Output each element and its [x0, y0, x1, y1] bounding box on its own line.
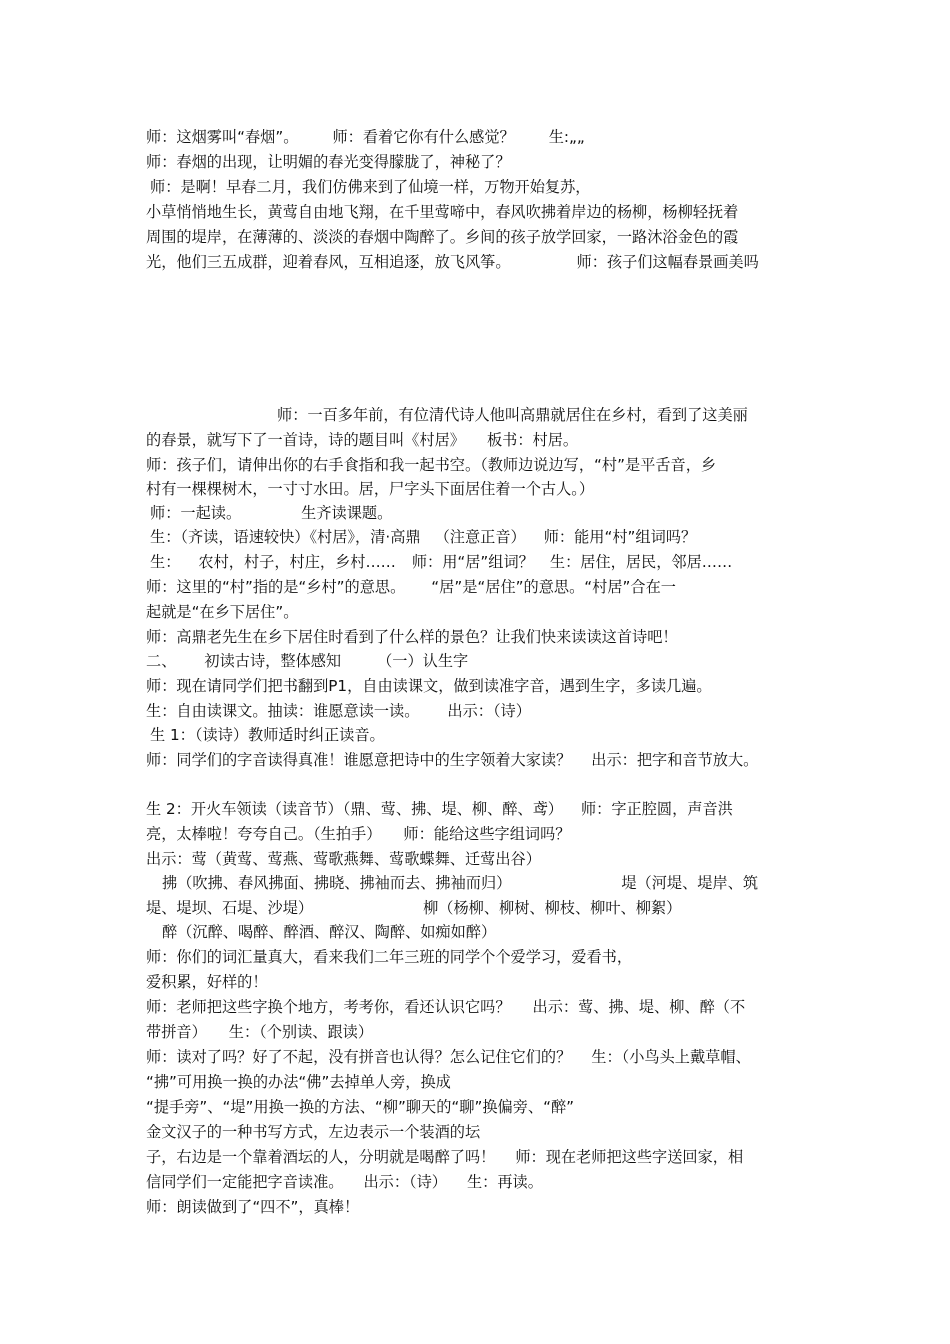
text-line — [150, 525, 850, 549]
text-segment: 师：你们的词汇量真大，看来我们二年三班的同学个个爱学习，爱看书， — [146, 948, 632, 966]
text-segment: 生:„„ — [548, 128, 585, 146]
text-segment: 信同学们一定能把字音读准。 — [146, 1173, 344, 1191]
text-segment: 柳（杨柳、柳树、柳枝、柳叶、柳絮） — [423, 899, 682, 917]
text-segment: 师：孩子们这幅春景画美吗 — [576, 253, 759, 271]
text-segment: 师：现在老师把这些字送回家，相 — [515, 1148, 744, 1166]
text-segment: 光，他们三五成群，迎着春风，互相追逐，放飞风筝。 — [146, 253, 511, 271]
text-line — [146, 1045, 910, 1069]
text-segment: 师：高鼎老先生在乡下居住时看到了什么样的景色？让我们快来读读这首诗吧！ — [146, 628, 678, 646]
text-line — [146, 1145, 850, 1169]
text-segment: 子，右边是一个靠着酒坛的人，分明就是喝醉了吗！ — [146, 1148, 496, 1166]
text-segment: 生：（齐读，语速较快）《村居》，清·高鼎 — [150, 528, 421, 546]
text-line — [150, 175, 850, 199]
text-line — [146, 995, 850, 1019]
text-segment: 起就是“在乡下居住”。 — [146, 603, 299, 621]
text-segment: 师：现在请同学们把书翻到P1，自由读课文，做到读准字音，遇到生字，多读几遍。 — [146, 677, 712, 695]
text-segment: 师：读对了吗？好了不起，没有拼音也认得？怎么记住它们的？ — [146, 1048, 572, 1066]
text-segment: 醉（沉醉、喝醉、醉酒、醉汉、陶醉、如痴如醉） — [162, 923, 497, 941]
text-line — [150, 550, 850, 574]
text-segment: “提手旁”、“堤”用换一换的方法、“柳”聊天的“聊”换偏旁、“醉” — [146, 1098, 574, 1116]
text-line — [146, 428, 850, 452]
text-segment: 村有一棵棵树木，一寸寸水田。居，尸字头下面居住着一个古人。） — [146, 480, 595, 498]
text-line — [162, 871, 850, 895]
text-line — [146, 748, 910, 772]
text-segment: 爱积累，好样的！ — [146, 973, 268, 991]
text-line — [146, 477, 850, 501]
text-segment: 二、 — [146, 652, 177, 670]
text-segment: 师：朗读做到了“四不”，真棒！ — [146, 1198, 360, 1216]
text-line — [146, 674, 850, 698]
text-segment: 生： — [150, 553, 181, 571]
text-line — [146, 797, 850, 821]
text-line — [146, 1020, 850, 1044]
text-segment: 师：这里的“村”指的是“乡村”的意思。 — [146, 578, 406, 596]
text-line — [146, 453, 850, 477]
text-line — [146, 225, 850, 249]
text-line — [146, 847, 850, 871]
text-line — [146, 250, 850, 274]
text-segment: 生 2：开火车领读（读音节）（鼎、莺、拂、堤、柳、醉、鸢） — [146, 800, 563, 818]
text-line — [146, 649, 850, 673]
text-segment: 金文汉子的一种书写方式，左边表示一个装酒的坛 — [146, 1123, 481, 1141]
text-segment: 出示：莺、拂、堤、柳、醉（不 — [532, 998, 746, 1016]
text-segment: 出示：（诗） — [363, 1173, 447, 1191]
text-segment: 生：再读。 — [466, 1173, 543, 1191]
text-segment: （注意正音） — [434, 528, 526, 546]
text-line — [146, 125, 850, 149]
text-line — [146, 200, 850, 224]
text-segment: 带拼音） — [146, 1023, 207, 1041]
text-segment: 出示：把字和音节放大。 — [591, 751, 759, 769]
text-segment: 师：一起读。 — [150, 504, 242, 522]
text-segment: 师：老师把这些字换个地方，考考你，看还认识它吗？ — [146, 998, 511, 1016]
text-line — [277, 403, 850, 427]
text-segment: 师：用“居”组词？ — [411, 553, 534, 571]
text-line — [146, 945, 850, 969]
text-line — [150, 501, 850, 525]
text-line — [146, 896, 850, 920]
text-segment: 农村，村子，村庄，乡村…… — [198, 553, 396, 571]
text-line — [146, 150, 850, 174]
text-segment: 小草悄悄地生长，黄莺自由地飞翔，在千里莺啼中，春风吹拂着岸边的杨柳，杨柳轻抚着 — [146, 203, 739, 221]
text-segment: 堤、堤坝、石堤、沙堤） — [146, 899, 314, 917]
text-line — [146, 699, 850, 723]
text-segment: 师：是啊！早春二月，我们仿佛来到了仙境一样，万物开始复苏， — [150, 178, 591, 196]
text-segment: 初读古诗，整体感知 — [204, 652, 342, 670]
text-segment: 师：能给这些字组词吗？ — [403, 825, 571, 843]
text-segment: 板书：村居。 — [486, 431, 579, 449]
text-segment: 生：自由读课文。抽读：谁愿意读一读。 — [146, 702, 420, 720]
text-segment: 师：同学们的字音读得真准！谁愿意把诗中的生字领着大家读？ — [146, 751, 572, 769]
text-segment: 出示：（诗） — [447, 702, 531, 720]
text-segment: （一）认生字 — [377, 652, 469, 670]
text-segment: 师：一百多年前，有位清代诗人他叫高鼎就居住在乡村，看到了这美丽 — [277, 406, 748, 424]
text-line — [146, 1120, 850, 1144]
text-segment: 周围的堤岸，在薄薄的、淡淡的春烟中陶醉了。乡间的孩子放学回家，一路沐浴金色的霞 — [146, 228, 739, 246]
text-line — [150, 723, 850, 747]
text-segment: 师：字正腔圆，声音洪 — [580, 800, 733, 818]
text-line — [146, 600, 850, 624]
text-line — [146, 1070, 850, 1094]
text-segment: 生：居住，居民，邻居…… — [549, 553, 733, 571]
text-line — [146, 1095, 850, 1119]
text-segment: 生：（小鸟头上戴草帽、 — [591, 1048, 751, 1066]
text-line — [146, 1170, 850, 1194]
text-segment: 师：春烟的出现，让明媚的春光变得朦胧了，神秘了？ — [146, 153, 511, 171]
text-line — [162, 920, 850, 944]
text-segment: 师：能用“村”组词吗？ — [543, 528, 697, 546]
text-segment: 的春景，就写下了一首诗，诗的题目叫《村居》 — [146, 431, 465, 449]
text-line — [146, 1195, 850, 1219]
text-line — [146, 575, 850, 599]
text-segment: 生：（个别读、跟读） — [228, 1023, 374, 1041]
text-segment: 拂（吹拂、春风拂面、拂晓、拂袖而去、拂袖而归） — [162, 874, 512, 892]
text-segment: 堤（河堤、堤岸、筑 — [621, 874, 758, 892]
text-segment: 师：看着它你有什么感觉？ — [332, 128, 515, 146]
text-segment: “拂”可用换一换的办法“佛”去掉单人旁，换成 — [146, 1073, 451, 1091]
text-segment: “居”是“居住”的意思。“村居”合在一 — [431, 578, 676, 596]
text-segment: 生 1：（读诗）教师适时纠正读音。 — [150, 726, 385, 744]
text-segment: 师：这烟雾叫“春烟”。 — [146, 128, 299, 146]
text-segment: 亮，太棒啦！夸夸自己。（生拍手） — [146, 825, 382, 843]
text-line — [146, 625, 850, 649]
text-line — [146, 822, 850, 846]
text-segment: 师：孩子们，请伸出你的右手食指和我一起书空。（教师边说边写，“村”是平舌音，乡 — [146, 456, 717, 474]
text-line — [146, 970, 850, 994]
text-segment: 生齐读课题。 — [301, 504, 393, 522]
text-segment: 出示：莺（黄莺、莺燕、莺歌燕舞、莺歌蝶舞、迁莺出谷） — [146, 850, 541, 868]
